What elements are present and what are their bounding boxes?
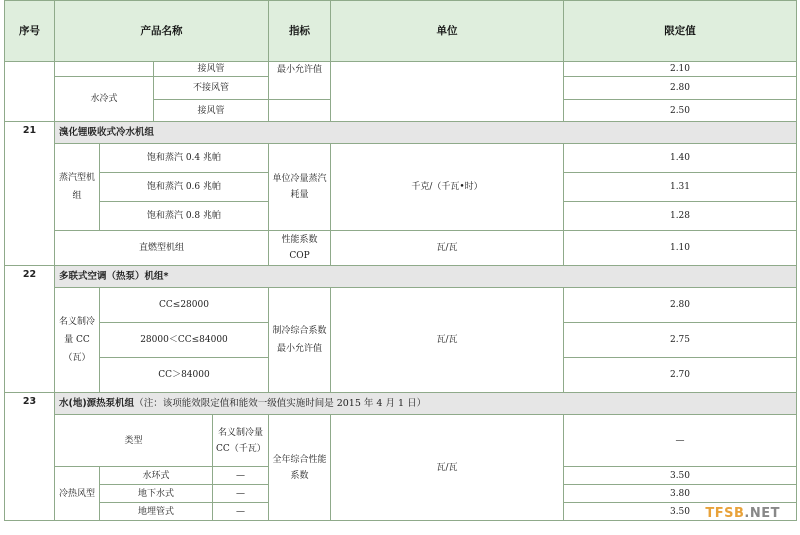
section-header-row: [5, 122, 797, 144]
limit-value-cell: —: [564, 415, 797, 467]
limit-value-cell: 3.80: [564, 485, 797, 503]
limit-value-cell: 1.31: [564, 173, 797, 202]
product-name-cell: 饱和蒸汽 0.8 兆帕: [100, 202, 269, 231]
section-title: 多联式空调（热泵）机组*: [55, 266, 797, 288]
capacity-cell: —: [213, 467, 269, 485]
product-name-cell: CC＞84000: [100, 358, 269, 393]
section-title: 溴化锂吸收式冷水机组: [55, 122, 797, 144]
water-cooled-label: 水冷式: [55, 77, 154, 122]
limit-value-cell: 2.50: [564, 100, 797, 122]
indicator-cell: 单位冷量蒸汽耗量: [269, 144, 331, 231]
indicator-cell: 性能系数 COP: [269, 231, 331, 266]
product-name-cell: 水环式: [100, 467, 213, 485]
header-limit: 限定值: [564, 1, 797, 62]
limit-value-cell: 2.80: [564, 77, 797, 100]
capacity-label: 名义制冷量 CC（千瓦）: [213, 415, 269, 467]
indicator-cell: 最小允许值: [269, 62, 331, 100]
section-header-row: [5, 393, 797, 415]
site-watermark: [705, 506, 780, 521]
unit-cell: 瓦/瓦: [331, 288, 564, 393]
limit-value-cell: 2.75: [564, 323, 797, 358]
type-label: 类型: [55, 415, 213, 467]
product-name-cell: 接风管: [154, 100, 269, 122]
table-row: [5, 288, 797, 323]
capacity-group-label: 名义制冷量 CC（瓦）: [55, 288, 100, 393]
limit-value-cell: 1.28: [564, 202, 797, 231]
table-row: [5, 231, 797, 266]
section-title: [55, 393, 797, 415]
header-row: [5, 1, 797, 62]
unit-cell: 千克/（千瓦•时）: [331, 144, 564, 231]
limit-value-cell: 1.10: [564, 231, 797, 266]
product-name-cell: 接风管: [154, 62, 269, 77]
product-name-cell: CC≤28000: [100, 288, 269, 323]
indicator-cell: 全年综合性能系数: [269, 415, 331, 521]
product-name-cell: 饱和蒸汽 0.6 兆帕: [100, 173, 269, 202]
steam-type-label: 蒸汽型机组: [55, 144, 100, 231]
cold-hot-air-type-label: 冷热风型: [55, 467, 100, 521]
product-name-cell: 地埋管式: [100, 503, 213, 521]
section-number: 21: [5, 122, 55, 266]
unit-cell: 瓦/瓦: [331, 415, 564, 521]
header-no: 序号: [5, 1, 55, 62]
unit-cell: 瓦/瓦: [331, 231, 564, 266]
limit-value-cell: 3.50: [564, 503, 797, 521]
section-title-note: （注：该项能效限定值和能效一级值实施时间是 2015 年 4 月 1 日）: [134, 397, 427, 409]
main-table: [4, 0, 797, 521]
section-number: 22: [5, 266, 55, 393]
indicator-cell: 制冷综合系数最小允许值: [269, 288, 331, 393]
product-name-cell: 地下水式: [100, 485, 213, 503]
section-title-text: 水(地)源热泵机组: [59, 397, 135, 409]
product-name-cell: 不接风管: [154, 77, 269, 100]
header-indicator: 指标: [269, 1, 331, 62]
header-unit: 单位: [331, 1, 564, 62]
section-header-row: [5, 266, 797, 288]
limit-value-cell: 2.80: [564, 288, 797, 323]
capacity-cell: —: [213, 503, 269, 521]
limit-value-cell: 2.10: [564, 62, 797, 77]
limit-value-cell: 1.40: [564, 144, 797, 173]
table-row: [5, 415, 797, 467]
header-product-name: 产品名称: [55, 1, 269, 62]
limit-value-cell: 2.70: [564, 358, 797, 393]
table-row: [5, 62, 797, 77]
table-row: [5, 144, 797, 173]
product-name-cell: 28000＜CC≤84000: [100, 323, 269, 358]
product-name-cell: 直燃型机组: [55, 231, 269, 266]
section-number: 23: [5, 393, 55, 521]
watermark-part1: TFSB: [705, 506, 745, 521]
product-name-cell: 饱和蒸汽 0.4 兆帕: [100, 144, 269, 173]
watermark-part2: .NET: [744, 506, 780, 521]
limit-value-cell: 3.50: [564, 467, 797, 485]
capacity-cell: —: [213, 485, 269, 503]
